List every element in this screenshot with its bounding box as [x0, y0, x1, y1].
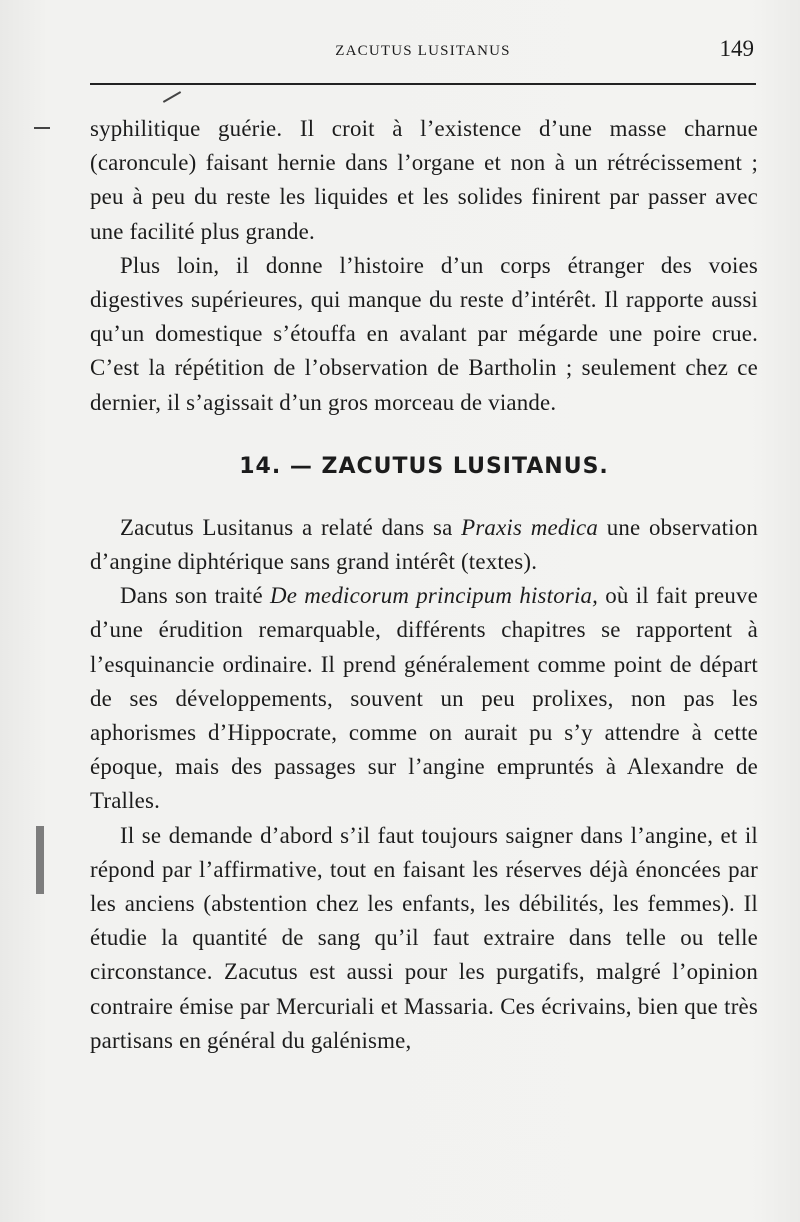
paragraph-4-end: où il fait preuve d’une érudition remarquable, différents chapitres se rapportent à l’esquinancie ordinaire. Il prend généralement comme point de départ de ses développements, souvent un peu prolixes, non pas les aphorismes d’Hippocrate, comme on aurait pu s’y attendre à cette époque, mais des passages sur l’angine empruntés à Alexandre de Tralles. [90, 583, 759, 814]
margin-dash [34, 127, 50, 129]
page-number: 149 [719, 36, 754, 61]
paragraph-3-start: Zacutus Lusitanus a relaté dans sa [120, 514, 462, 540]
paragraph-5: Il se demande d’abord s’il faut toujours saigner dans l’angine, et il répond par l’affirmative, tout en faisant les réserves déjà énoncées par les anciens (abstention chez les enfants, les débilités, les femmes). Il étudie la quantité de sang qu’il faut extraire dans telle ou telle circonstance. Zacutus est aussi pour les purgatifs, malgré l’opinion contraire émise par Mercuriali et Massaria. Ces écrivains, bien que très partisans en général du galénisme, [90, 822, 758, 1053]
work-title-praxis-medica: Praxis medica [461, 514, 599, 540]
paragraph-3-end: une observation d’angine diphtérique sans grand intérêt (textes). [90, 514, 758, 575]
paragraph-1: syphilitique guérie. Il croit à l’existence d’une masse charnue (caroncule) faisant hernie dans l’organe et non à un rétrécissement ; peu à peu du reste les liquides et les solides finirent par passer avec une facilité plus grande. [90, 116, 758, 244]
paragraph-4 [90, 579, 758, 818]
running-title: ZACUTUS LUSITANUS [335, 43, 511, 59]
paragraph-4-start: Dans son traité [120, 583, 271, 609]
work-title-de-medicorum: De medicorum principum historia, [270, 583, 599, 609]
pen-stroke [163, 91, 181, 103]
section-heading: 14. — ZACUTUS LUSITANUS. [239, 453, 609, 479]
paragraph-3 [90, 511, 758, 579]
body-text [90, 112, 758, 1058]
paragraph-2: Plus loin, il donne l’histoire d’un corps étranger des voies digestives supérieures, qui manque du reste d’intérêt. Il rapporte aussi qu’un domestique s’étouffa en avalant par mégarde une poire crue. C’est la répétition de l’observation de Bartholin ; seulement chez ce dernier, il s’agissait d’un gros morceau de viande. [90, 252, 758, 415]
header-rule [90, 83, 756, 85]
running-head [90, 36, 756, 66]
margin-bar [36, 826, 44, 894]
